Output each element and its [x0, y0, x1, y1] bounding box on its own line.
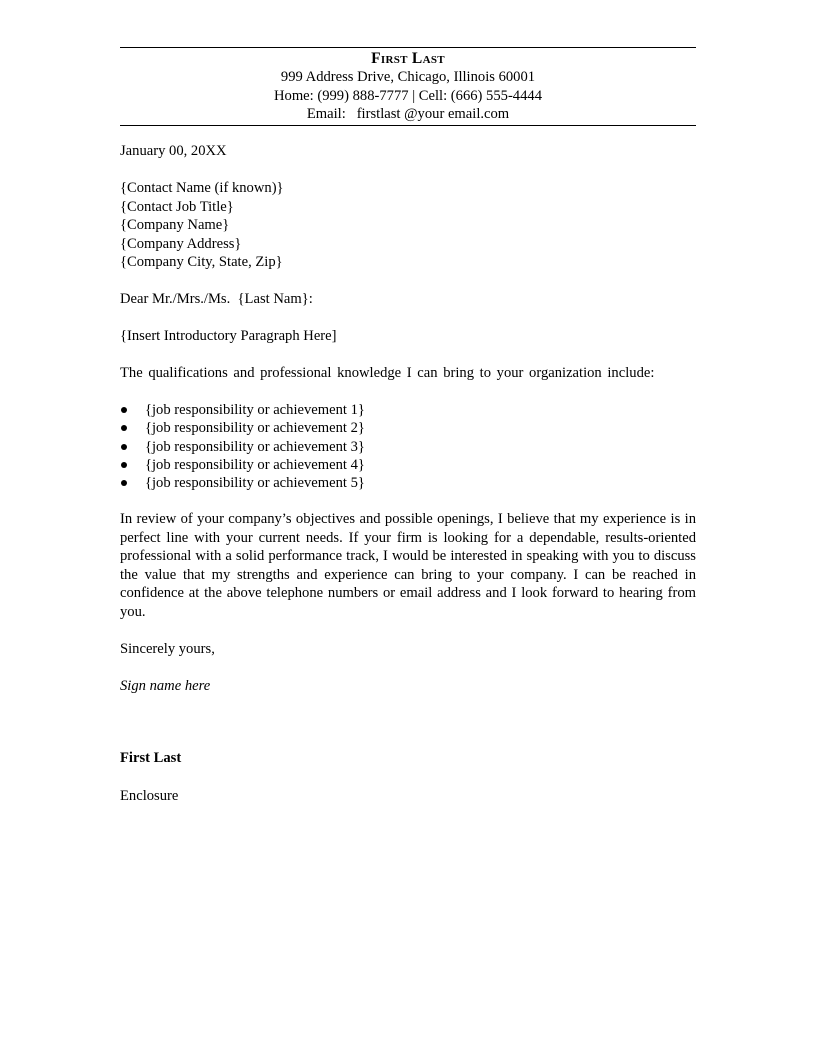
list-item-text: {job responsibility or achievement 1} [145, 402, 365, 418]
bullet-icon [121, 425, 127, 431]
bullet-icon [121, 407, 127, 413]
intro-paragraph: {Insert Introductory Paragraph Here] [120, 328, 337, 344]
list-item-text: {job responsibility or achievement 4} [145, 456, 365, 473]
letterhead-top-rule [120, 47, 696, 48]
list-item-text: {job responsibility or achievement 3} [145, 438, 365, 455]
bullet-icon [121, 444, 127, 450]
list-item [120, 419, 696, 437]
letterhead-email: Email: firstlast @your email.com [306, 106, 510, 123]
recipient-contact-name: {Contact Name (if known)} [120, 180, 284, 196]
letterhead-phones: Home: (999) 888-7777 | Cell: (666) 555-4444 [273, 87, 542, 104]
signature-placeholder: Sign name here [120, 678, 211, 694]
closing: Sincerely yours, [120, 641, 215, 657]
recipient-block [120, 179, 696, 272]
list-item [120, 474, 696, 492]
letter-date: January 00, 20XX [120, 143, 227, 159]
letterhead-address: 999 Address Drive, Chicago, Illinois 60001 [280, 69, 536, 85]
list-item-text: {job responsibility or achievement 5} [145, 475, 365, 492]
recipient-company-name: {Company Name} [120, 217, 230, 233]
enclosure-note: Enclosure [120, 788, 179, 804]
bullet-icon [121, 462, 127, 468]
list-item [120, 401, 696, 419]
body-paragraph [120, 510, 696, 621]
signer-name: First Last [120, 750, 182, 766]
qualifications-sentence: The qualifications and professional knowledge I can bring to your organization include: [120, 365, 655, 381]
list-item-text: {job responsibility or achievement 2} [145, 420, 365, 437]
recipient-company-address: {Company Address} [120, 235, 242, 252]
list-item [120, 456, 696, 474]
letterhead [120, 49, 696, 124]
letterhead-name: First Last [371, 50, 445, 67]
salutation: Dear Mr./Mrs./Ms. {Last Nam}: [120, 291, 313, 307]
letterhead-bottom-rule [120, 125, 696, 126]
bullet-icon [121, 480, 127, 486]
body-paragraph-text: In review of your company’s objectives and possible openings, I believe that my experience is in perfect line with your current needs. If your firm is looking for a dependable, results-oriented professional with a solid performance track, I would be interested in speaking with you to discuss the value that my strengths and experience can bring to your company. I can be reached in confidence at the above telephone numbers or email address and I look forward to hearing from you. [120, 511, 696, 620]
recipient-job-title: {Contact Job Title} [120, 198, 234, 215]
achievement-list [120, 401, 696, 492]
list-item [120, 438, 696, 456]
recipient-city-state-zip: {Company City, State, Zip} [120, 254, 283, 270]
